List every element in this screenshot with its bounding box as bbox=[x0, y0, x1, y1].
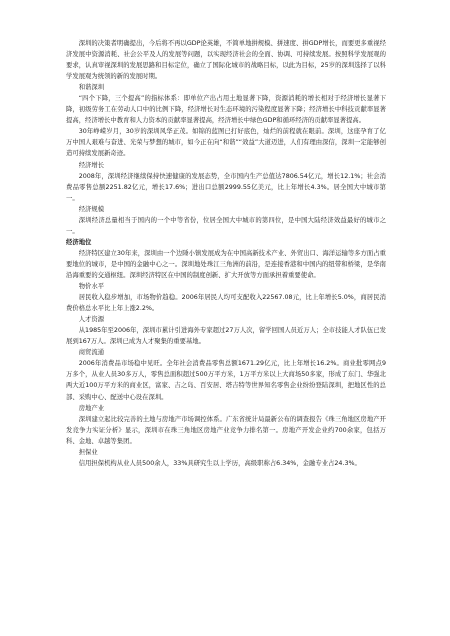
paragraph: 30年峥嵘岁月，30岁的深圳风华正茂。如锦的蓝图已打好底色，灿烂的前程就在眼前。深圳，这座孕育了亿万中国人艰难与奋进、光荣与梦想的城市，如今正在向“和谐”“效益”大道迈进，人们有理由深信，深圳一定能够创造可持续发展新奇迹。 bbox=[66, 128, 386, 158]
section-heading: 房地产业 bbox=[78, 404, 105, 412]
section-heading: 商贸流通 bbox=[78, 349, 105, 357]
paragraph: 居民收入稳步增加，市场物价趋稳。2006年居民人均可支配收入22567.08元，比上年增长5.0%，商居民消费价格总水平比上年上涨2.2%。 bbox=[66, 294, 386, 313]
paragraph: 2006年消费品市场稳中见旺。全年社会消费品零售总额1671.29亿元，比上年增长16.2%。商业批零网点9万多个，从业人员30多万人，零售总面积超过500万平方米，1万平方米以上大商场50多家，形成了东门、华强北两大近100万平方米的商业区，富家、吉之岛、百安居、塔吉特等世界知名零售企业纷纷登陆深圳，把地区性的总部、采购中心、配送中心设在深圳。 bbox=[66, 360, 386, 401]
section-heading: 经济增长 bbox=[78, 161, 105, 169]
section-heading: 人才资源 bbox=[78, 316, 105, 324]
section-heading: 物价水平 bbox=[78, 283, 105, 291]
paragraph: 经济特区建立30年来，深圳由一个边陲小镇发展成为在中国高新技术产业、外贸出口、海洋运输等多方面占重要地位的城市，是中国的金融中心之一。深圳地处珠江三角洲的前沿，是连接香港和中国内的纽带和桥梁，是华南沿海重要的交通枢纽。深圳经济特区在中国的制度创新、扩大开放等方面承担着重要使命。 bbox=[66, 249, 386, 279]
paragraph: 从1985年至2006年，深圳市累计引进海外专家超过27万人次，留学回国人员近万人；全市技能人才队伍已发展到167万人。深圳已成为人才聚集的重要基地。 bbox=[66, 327, 386, 346]
section-heading: 担保业 bbox=[78, 448, 98, 456]
document-body bbox=[66, 38, 386, 469]
section-heading: 和谐深圳 bbox=[78, 84, 105, 92]
paragraph: 2008年，深圳经济继续保持快速健康的发展态势，全市国内生产总值达7806.54亿元，增长12.1%；社会消费品零售总额2251.82亿元，增长17.6%；进出口总额2999.55亿美元，比上年增长4.3%。居全国大中城市第一。 bbox=[66, 172, 386, 202]
paragraph: “四个下降，三个提高”的指标体系：即单位产出占用土地显著下降，资源消耗的增长相对于经济增长显著下降，初级劳务工在劳动人口中的比例下降，经济增长对生态环境的污染程度显著下降；经济增长中科技贡献率显著提高，经济增长中教育和人力资本的贡献率显著提高，经济增长中绿色GDP和循环经济的贡献率显著提高。 bbox=[66, 95, 386, 125]
paragraph: 深圳经济总量相当于国内的一个中等省份，位居全国大中城市的第四位，是中国大陆经济效益最好的城市之一。 bbox=[66, 216, 386, 235]
section-heading: 经济规模 bbox=[78, 205, 105, 213]
paragraph: 深圳建立起比较完善的土地与房地产市场调控体系。广东省统计局最新公布的调查报告《珠三角地区房地产开发竞争力实证分析》显示，深圳市在珠三角地区房地产业竞争力排名第一。房地产开发企业约700余家，包括万科、金地、卓越等集团。 bbox=[66, 415, 386, 445]
section-heading: 经济地位 bbox=[66, 238, 92, 246]
paragraph: 深圳的决策者明确提出，今后将不再以GDP论英雄，不简单地拼规模、拼速度、拼GDP增长，而要更多重视经济发展中资源消耗、社会公平及人的发展等问题，以实现经济社会的全面、协调、可持续发展。按照科学发展观的要求，认真审视深圳的发展思路和目标定位，确立了国际化城市的战略目标，以此为目标，25岁的深圳选择了以科学发展观为统领的新的发展时期。 bbox=[66, 40, 386, 81]
paragraph: 信用担保机构从业人员500余人，33%具研究生以上学历，高级职称占6.34%，金融专业占24.3%。 bbox=[78, 459, 361, 467]
